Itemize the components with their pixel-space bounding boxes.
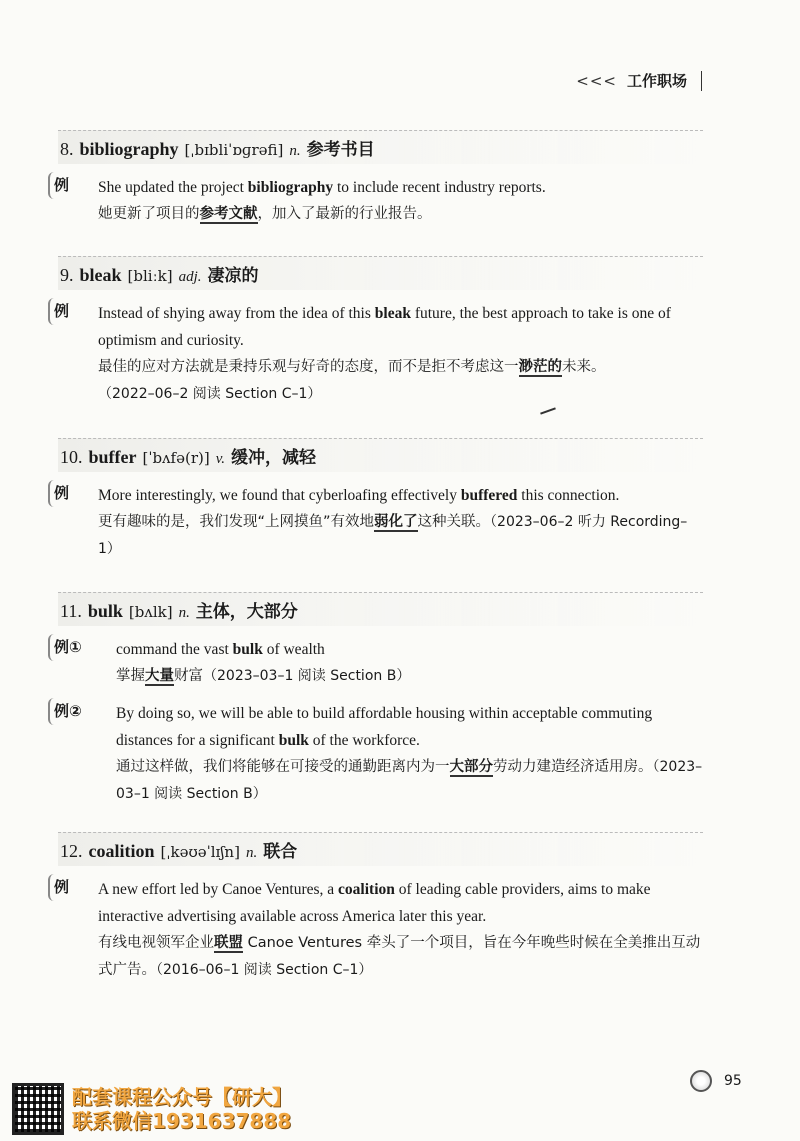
watermark-line-1: 配套课程公众号【研大】 [72,1085,292,1109]
example-mark: 例 [48,874,73,901]
entry-headline [58,592,703,626]
entry-number: 9. [60,265,74,285]
entry-phonetic: [ˌkəʊəˈlɪʃn] [160,843,240,861]
pen-mark [540,407,556,414]
entry-number: 12. [60,841,83,861]
header-divider [701,71,702,91]
example-cn: 通过这样做，我们将能够在可接受的通勤距离内为一大部分劳动力建造经济适用房。（2023–03–1 阅读 Section B） [116,759,703,802]
entry-word: buffer [88,447,137,467]
entry-word: bibliography [79,139,179,159]
entry-phonetic: [bliːk] [127,267,173,285]
entry-headline [58,438,703,472]
vocab-entry [54,130,703,228]
example-en: Instead of shying away from the idea of this bleak future, the best approach to take is one of optimism and curiosity. [98,305,671,349]
vocab-entry [54,256,703,408]
entry-number: 11. [60,601,82,621]
entry-pos: n. [245,845,258,861]
entry-phonetic: [ˌbɪbliˈɒɡrəfi] [184,141,284,159]
chevron-left-icon: <<< [576,71,617,90]
example-en: By doing so, we will be able to build affordable housing within acceptable commuting distances for a significant bulk of the workforce. [116,705,653,749]
page-footer [690,1070,742,1092]
page-header [576,70,702,91]
example-block [54,300,703,408]
entry-pos: adj. [178,269,202,285]
entry-phonetic: [bʌlk] [128,603,173,621]
entry-definition: 参考书目 [306,140,375,160]
example-mark: 例① [48,634,86,661]
example-cn: 有线电视领军企业联盟 Canoe Ventures 牵头了一个项目，旨在今年晚些时候在全美推出互动式广告。（2016–06–1 阅读 Section C–1） [98,935,701,978]
entry-pos: n. [178,605,190,621]
entry-word: bleak [79,265,122,285]
section-title: 工作职场 [626,72,687,90]
entry-phonetic: [ˈbʌfə(r)] [142,449,210,467]
page-circle-icon [690,1070,712,1092]
example-source: （2023–03–1 阅读 Section B） [116,759,703,802]
example-mark: 例 [48,298,73,325]
page-number: 95 [724,1073,742,1089]
entry-definition: 联合 [263,842,298,862]
example-cn: 最佳的应对方法就是秉持乐观与好奇的态度，而不是拒不考虑这一渺茫的未来。 [98,359,606,375]
example-mark: 例 [48,480,73,507]
entry-number: 10. [60,447,83,467]
example-en: She updated the project bibliography to include recent industry reports. [98,179,546,196]
example-block [54,482,703,563]
watermark-line-2: 联系微信1931637888 [72,1109,292,1133]
example-block [54,876,703,984]
example-block [54,174,703,228]
example-mark: 例 [48,172,73,199]
example-cn: 掌握大量财富（2023–03–1 阅读 Section B） [116,668,411,684]
example-en: More interestingly, we found that cyberloafing effectively buffered this connection. [98,487,620,504]
example-source: （2016–06–1 阅读 Section C–1） [156,962,373,978]
vocab-entry [54,438,703,563]
example-en: A new effort led by Canoe Ventures, a coalition of leading cable providers, aims to make interactive advertising available across America later this year. [98,881,651,925]
entry-definition: 缓冲，减轻 [231,448,317,468]
entry-headline [58,130,703,164]
example-en: command the vast bulk of wealth [116,641,325,658]
entry-headline [58,256,703,290]
qr-code-icon [12,1083,64,1135]
entry-definition: 主体，大部分 [195,602,298,622]
entry-word: coalition [88,841,155,861]
example-source: （2023–06–2 听力 Recording–1） [98,514,688,557]
entry-pos: n. [289,143,301,159]
example-block [54,700,703,808]
entry-definition: 凄凉的 [207,266,259,286]
entry-headline [58,832,703,866]
entry-pos: v. [215,451,226,467]
example-source: （2022–06–2 阅读 Section C–1） [98,386,322,402]
entry-word: bulk [87,601,123,621]
vocab-entry [54,592,703,808]
example-cn: 更有趣味的是，我们发现“上网摸鱼”有效地弱化了这种关联。（2023–06–2 听力 Recording–1） [98,514,688,557]
example-cn: 她更新了项目的参考文献，加入了最新的行业报告。 [98,206,432,222]
watermark [12,1083,292,1135]
example-source: （2023–03–1 阅读 Section B） [203,668,411,684]
entry-number: 8. [60,139,74,159]
example-mark: 例② [48,698,86,725]
vocab-entry [54,832,703,984]
example-block [54,636,703,690]
